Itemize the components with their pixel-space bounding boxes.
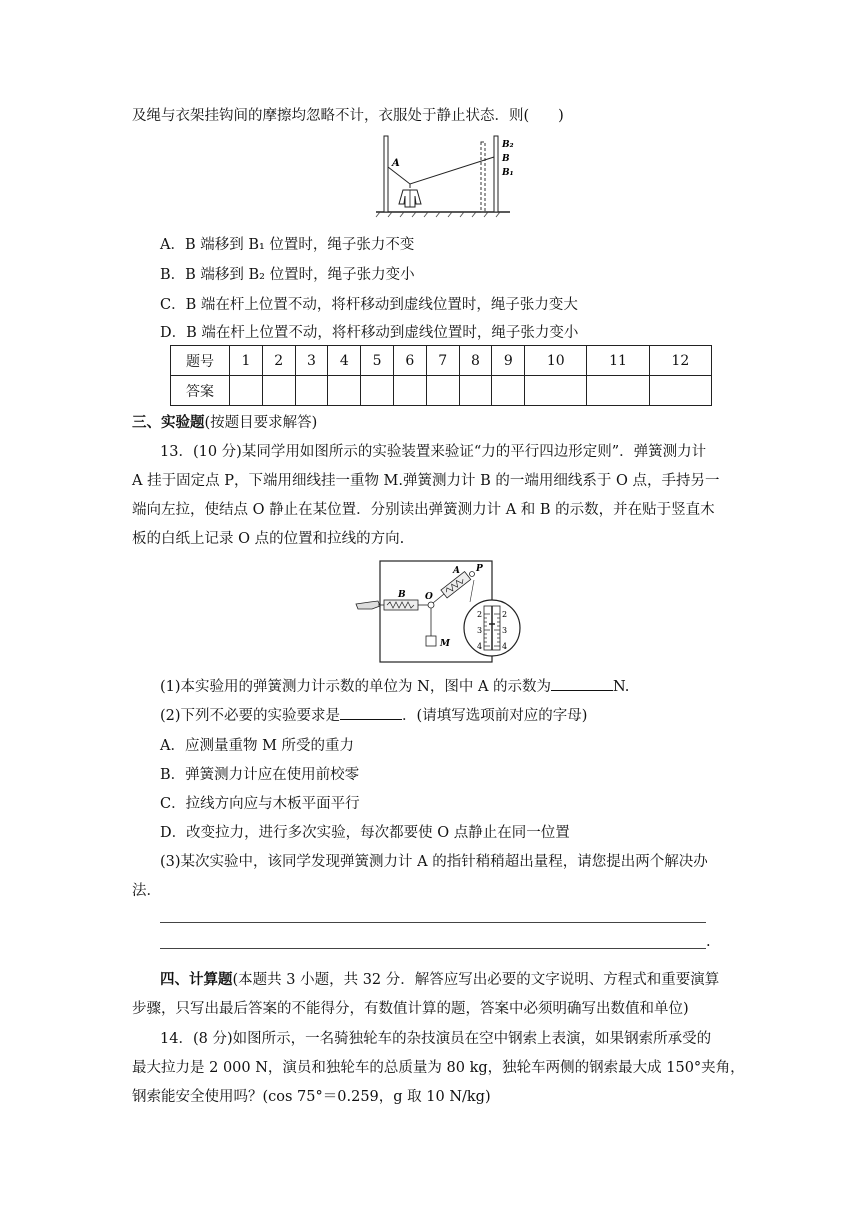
label-m: M [440,639,450,649]
tick-4-left: 4 [477,642,483,651]
answer-table [170,345,712,406]
q12-option-c: C．B 端在杆上位置不动，将杆移动到虚线位置时，绳子张力变大 [160,297,578,313]
tick-3-right: 3 [502,626,508,635]
tick-4-right: 4 [502,642,508,651]
q14-line-2: 最大拉力是 2 000 N，演员和独轮车的总质量为 80 kg，独轮车两侧的钢索最大成 150°夹角， [132,1060,745,1076]
q13-option-c: C．拉线方向应与木板平面平行 [160,796,360,812]
q14-line-1: 14．(8 分)如图所示，一名骑独轮车的杂技演员在空中钢索上表演，如果钢索所承受的 [160,1031,712,1047]
writing-line-2[interactable] [160,948,706,949]
answer-cell[interactable] [525,376,587,406]
q13-option-b: B．弹簧测力计应在使用前校零 [160,767,360,783]
section-4-line-2: 步骤，只写出最后答案的不能得分，有数值计算的题，答案中必须明确写出数值和单位) [132,1001,689,1017]
figure-spring-scale-experiment [352,558,522,666]
table-cell: 8 [459,346,492,376]
q13-line-1: 13．(10 分)某同学用如图所示的实验装置来验证“力的平行四边形定则”．弹簧测力计 [160,444,707,460]
table-cell: 5 [361,346,394,376]
q13-line-4: 板的白纸上记录 O 点的位置和拉线的方向. [132,531,405,547]
q14-line-3: 钢索能安全使用吗？(cos 75°＝0.259，g 取 10 N/kg) [132,1089,491,1105]
section-4-heading: 四、计算题(本题共 3 小题，共 32 分．解答应写出必要的文字说明、方程式和重要演算 [160,971,720,988]
table-cell: 9 [492,346,525,376]
table-cell: 10 [525,346,587,376]
q13-sub2: (2)下列不必要的实验要求是 ．(请填写选项前对应的字母) [160,704,587,725]
question-12-tail: 及绳与衣架挂钩间的摩擦均忽略不计，衣服处于静止状态．则( ) [132,108,564,124]
q13-line-2: A 挂于固定点 P，下端用细线挂一重物 M.弹簧测力计 B 的一端用细线系于 O 点，手持另一 [132,473,720,489]
answer-cell[interactable] [393,376,426,406]
q13-sub1: (1)本实验用的弹簧测力计示数的单位为 N，图中 A 的示数为 N. [160,675,629,696]
q13-sub3-line-1: (3)某次实验中，该同学发现弹簧测力计 A 的指针稍稍超出量程，请您提出两个解决办 [160,854,708,870]
answer-cell[interactable] [361,376,394,406]
table-cell: 1 [230,346,263,376]
q13-option-a: A．应测量重物 M 所受的重力 [160,738,355,754]
table-cell: 4 [328,346,361,376]
figure-hanger-rope [370,132,530,218]
table-row-answers [171,376,712,406]
label-b1: B₁ [502,168,514,178]
label-b: B [502,154,510,164]
end-dot: . [706,934,711,950]
table-row-numbers [171,346,712,376]
table-head-answer: 答案 [171,376,230,406]
table-cell: 7 [426,346,459,376]
q13-line-3: 端向左拉，使结点 O 静止在某位置．分别读出弹簧测力计 A 和 B 的示数，并在贴于竖直木 [132,502,715,518]
table-cell: 6 [393,346,426,376]
table-cell: 12 [649,346,711,376]
answer-cell[interactable] [262,376,295,406]
answer-blank-1[interactable] [551,676,613,691]
label-o: O [425,592,433,602]
label-a: A [453,566,460,576]
label-a: A [392,158,400,169]
answer-cell[interactable] [295,376,328,406]
table-head-number: 题号 [171,346,230,376]
tick-2-left: 2 [477,610,483,619]
table-cell: 3 [295,346,328,376]
q12-option-a: A．B 端移到 B₁ 位置时，绳子张力不变 [160,237,415,253]
writing-line-1[interactable] [160,922,706,923]
answer-cell[interactable] [230,376,263,406]
section-3-heading: 三、实验题(按题目要求解答) [132,414,318,431]
label-b2: B₂ [502,140,514,150]
answer-cell[interactable] [426,376,459,406]
label-b: B [398,590,406,600]
q12-option-d: D．B 端在杆上位置不动，将杆移动到虚线位置时，绳子张力变小 [160,325,579,341]
answer-blank-2[interactable] [340,705,402,720]
answer-cell[interactable] [459,376,492,406]
q13-sub3-line-2: 法． [132,883,161,899]
q12-option-b: B．B 端移到 B₂ 位置时，绳子张力变小 [160,267,415,283]
answer-cell[interactable] [587,376,649,406]
answer-cell[interactable] [492,376,525,406]
answer-cell[interactable] [328,376,361,406]
table-cell: 11 [587,346,649,376]
table-cell: 2 [262,346,295,376]
tick-2-right: 2 [502,610,508,619]
tick-3-left: 3 [477,626,483,635]
label-p: P [476,564,483,574]
q13-option-d: D．改变拉力，进行多次实验，每次都要使 O 点静止在同一位置 [160,825,570,841]
answer-cell[interactable] [649,376,711,406]
